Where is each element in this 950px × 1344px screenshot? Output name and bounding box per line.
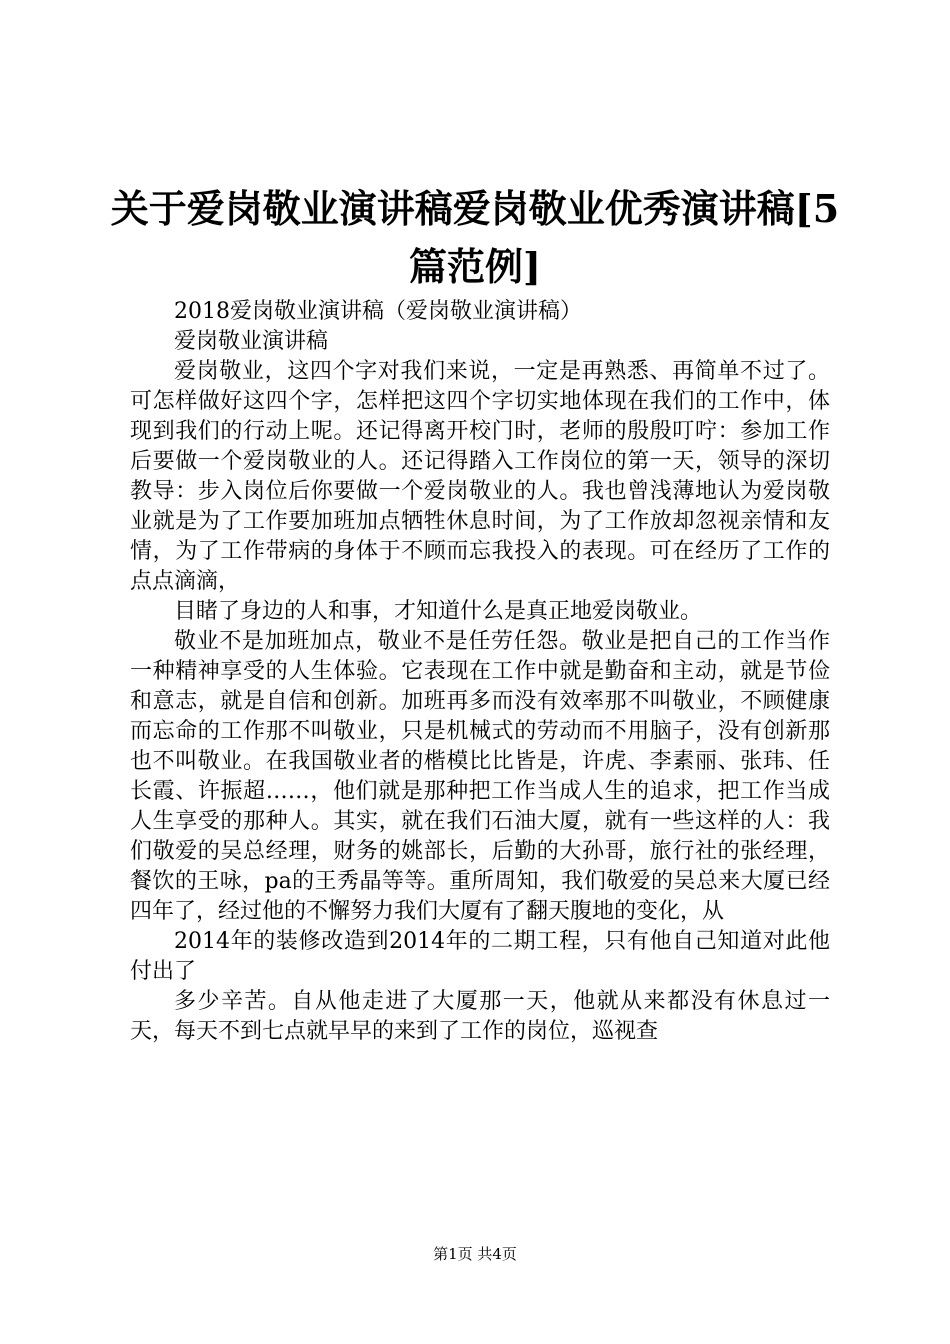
document-body xyxy=(130,297,830,1047)
body-paragraph: 2014年的装修改造到2014年的二期工程，只有他自己知道对此他付出了 xyxy=(130,929,830,984)
page-number-footer: 第1页 共4页 xyxy=(433,1245,517,1263)
document-title: 关于爱岗敬业演讲稿爱岗敬业优秀演讲稿[5篇范例] xyxy=(110,186,840,289)
body-paragraph: 目睹了身边的人和事，才知道什么是真正地爱岗敬业。 xyxy=(174,599,703,624)
body-paragraph: 爱岗敬业，这四个字对我们来说，一定是再熟悉、再简单不过了。可怎样做好这四个字，怎样把这四个字切实地体现在我们的工作中，体现到我们的行动上呢。还记得离开校门时，老师的殷殷叮咛：参加工作后要做一个爱岗敬业的人。还记得踏入工作岗位的第一天，领导的深切教导：步入岗位后你要做一个爱岗敬业的人。我也曾浅薄地认为爱岗敬业就是为了工作要加班加点牺牲休息时间，为了工作放却忽视亲情和友情，为了工作带病的身体于不顾而忘我投入的表现。可在经历了工作的点点滴滴， xyxy=(130,359,830,594)
heading-paragraph: 爱岗敬业演讲稿 xyxy=(174,329,329,354)
body-paragraph: 多少辛苦。自从他走进了大厦那一天，他就从来都没有休息过一天，每天不到七点就早早的来到了工作的岗位，巡视查 xyxy=(130,989,830,1044)
subtitle-paragraph: 2018爱岗敬业演讲稿（爱岗敬业演讲稿） xyxy=(174,299,582,324)
body-paragraph: 敬业不是加班加点，敬业不是任劳任怨。敬业是把自己的工作当作一种精神享受的人生体验。它表现在工作中就是勤奋和主动，就是节俭和意志，就是自信和创新。加班再多而没有效率那不叫敬业，不顾健康而忘命的工作那不叫敬业，只是机械式的劳动而不用脑子，没有创新那也不叫敬业。在我国敬业者的楷模比比皆是，许虎、李素丽、张玮、任长霞、许振超……，他们就是那种把工作当成人生的追求，把工作当成人生享受的那种人。其实，就在我们石油大厦，就有一些这样的人：我们敬爱的吴总经理，财务的姚部长，后勤的大孙哥，旅行社的张经理，餐饮的王咏，pa的王秀晶等等。重所周知，我们敬爱的吴总来大厦已经四年了，经过他的不懈努力我们大厦有了翻天腹地的变化，从 xyxy=(130,629,830,924)
